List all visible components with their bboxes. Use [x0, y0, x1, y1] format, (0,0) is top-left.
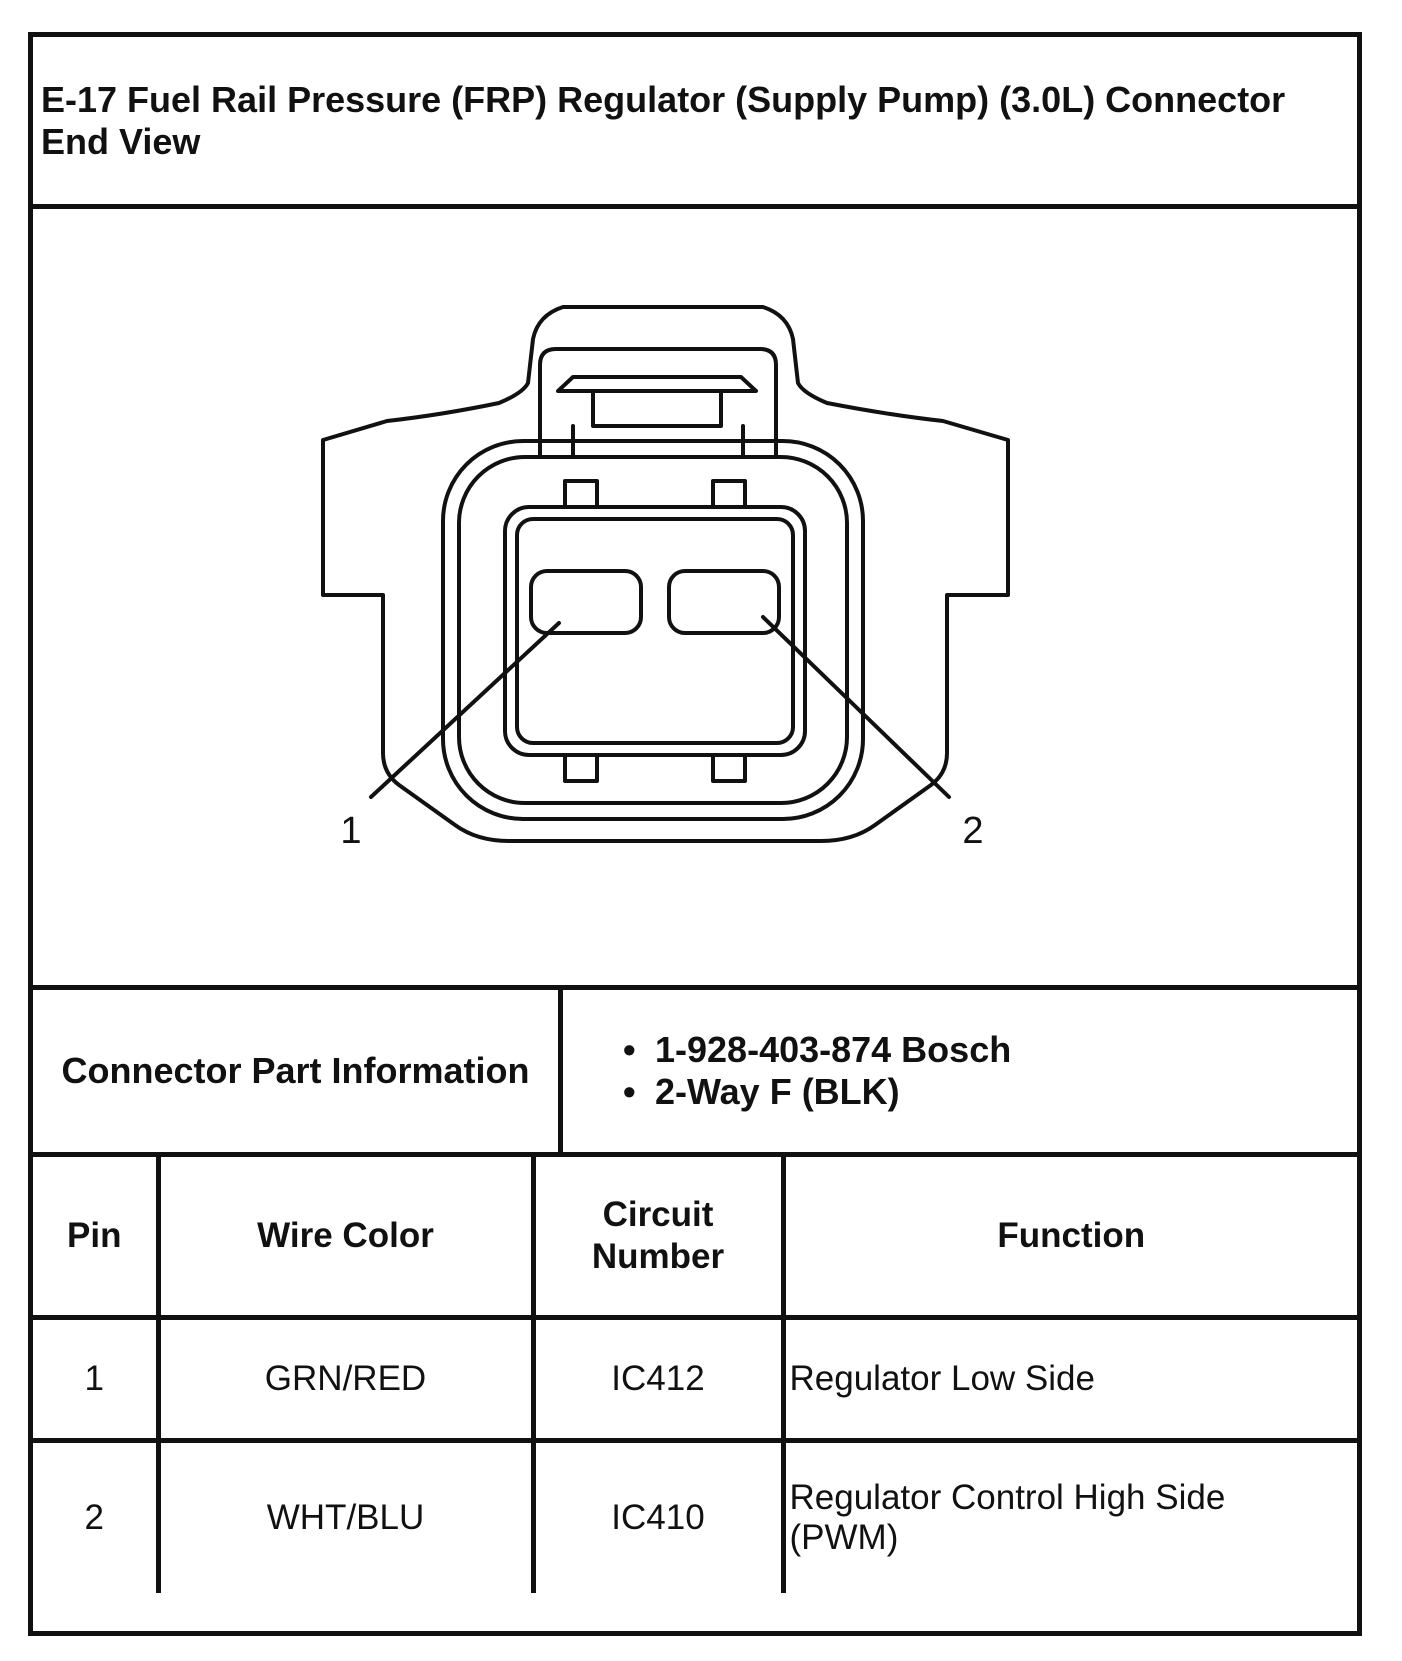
table-row — [33, 1441, 1357, 1594]
pin-1-label: 1 — [340, 810, 362, 852]
circuit-number-cell: IC412 — [533, 1318, 783, 1441]
key-tab-top-left — [565, 481, 597, 507]
wire-color-cell: GRN/RED — [158, 1318, 533, 1441]
key-tab-top-right — [713, 481, 745, 507]
header-wire-color: Wire Color — [158, 1157, 533, 1318]
function-cell: Regulator Control High Side (PWM) — [789, 1478, 1226, 1557]
header-pin: Pin — [33, 1157, 158, 1318]
pin-table — [33, 1157, 1357, 1593]
pin-1-leader-line — [371, 623, 559, 797]
page-title: E-17 Fuel Rail Pressure (FRP) Regulator (Supply Pump) (3.0L) Connector End View — [33, 37, 1357, 209]
key-tab-bottom-right — [713, 755, 745, 781]
connector-part-information-label: Connector Part Information — [33, 990, 563, 1152]
part-number-item: • 1-928-403-874 Bosch — [563, 1029, 1357, 1071]
connector-part-information-row — [33, 990, 1357, 1157]
latch-detail — [573, 391, 743, 457]
wire-color-cell: WHT/BLU — [158, 1441, 533, 1594]
table-row — [33, 1318, 1357, 1441]
connector-housing-outline — [323, 307, 1008, 841]
pin-cell: 2 — [33, 1441, 158, 1594]
function-cell: Regulator Low Side — [783, 1318, 1357, 1441]
pin-slot-2 — [669, 571, 779, 633]
latch-tab — [558, 377, 756, 391]
connector-drawing — [33, 209, 1357, 990]
pin-cell: 1 — [33, 1318, 158, 1441]
key-tab-bottom-left — [565, 755, 597, 781]
connector-part-information-list — [563, 990, 1357, 1152]
connector-sheet — [28, 32, 1362, 1636]
connector-end-view-diagram — [33, 209, 1357, 990]
connector-type-item: • 2-Way F (BLK) — [563, 1071, 1357, 1113]
pin-slot-1 — [531, 571, 641, 633]
header-circuit-number: Circuit Number — [533, 1157, 783, 1318]
header-function: Function — [783, 1157, 1357, 1318]
pin-2-label: 2 — [962, 810, 984, 852]
circuit-number-cell: IC410 — [533, 1441, 783, 1594]
pin-table-header-row — [33, 1157, 1357, 1318]
